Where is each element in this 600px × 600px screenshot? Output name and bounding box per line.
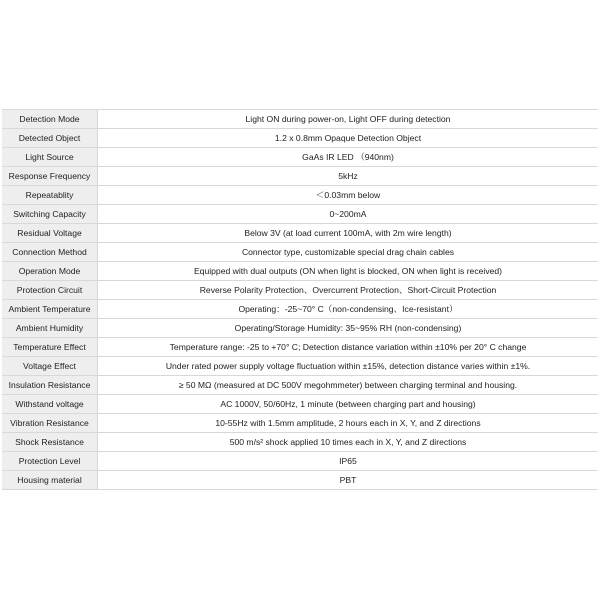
table-row bbox=[2, 186, 598, 205]
table-row bbox=[2, 110, 598, 129]
spec-label: Housing material bbox=[2, 471, 98, 490]
spec-value: PBT bbox=[98, 471, 599, 490]
spec-label: Protection Level bbox=[2, 452, 98, 471]
spec-value: Below 3V (at load current 100mA, with 2m wire length) bbox=[98, 224, 599, 243]
spec-label: Detection Mode bbox=[2, 110, 98, 129]
spec-label: Detected Object bbox=[2, 129, 98, 148]
spec-value: 0~200mA bbox=[98, 205, 599, 224]
spec-value: IP65 bbox=[98, 452, 599, 471]
spec-value: ≥ 50 MΩ (measured at DC 500V megohmmeter) between charging terminal and housing. bbox=[98, 376, 599, 395]
spec-label: Switching Capacity bbox=[2, 205, 98, 224]
table-row bbox=[2, 319, 598, 338]
table-row bbox=[2, 414, 598, 433]
table-row bbox=[2, 471, 598, 490]
table-row bbox=[2, 243, 598, 262]
spec-label: Residual Voltage bbox=[2, 224, 98, 243]
table-row bbox=[2, 262, 598, 281]
spec-value: Connector type, customizable special drag chain cables bbox=[98, 243, 599, 262]
table-row bbox=[2, 395, 598, 414]
spec-value: AC 1000V, 50/60Hz, 1 minute (between charging part and housing) bbox=[98, 395, 599, 414]
table-row bbox=[2, 452, 598, 471]
table-row bbox=[2, 205, 598, 224]
spec-value: GaAs IR LED （940nm) bbox=[98, 148, 599, 167]
spec-label: Operation Mode bbox=[2, 262, 98, 281]
table-row bbox=[2, 167, 598, 186]
table-row bbox=[2, 281, 598, 300]
spec-value: Light ON during power-on, Light OFF during detection bbox=[98, 110, 599, 129]
spec-label: Response Frequency bbox=[2, 167, 98, 186]
table-row bbox=[2, 148, 598, 167]
spec-label: Insulation Resistance bbox=[2, 376, 98, 395]
spec-value: 5kHz bbox=[98, 167, 599, 186]
spec-label: Temperature Effect bbox=[2, 338, 98, 357]
spec-value: Operating/Storage Humidity: 35~95% RH (non-condensing) bbox=[98, 319, 599, 338]
spec-label: Voltage Effect bbox=[2, 357, 98, 376]
spec-label: Light Source bbox=[2, 148, 98, 167]
spec-value: Reverse Polarity Protection、Overcurrent Protection、Short-Circuit Protection bbox=[98, 281, 599, 300]
table-row bbox=[2, 338, 598, 357]
table-row bbox=[2, 376, 598, 395]
table-row bbox=[2, 300, 598, 319]
spec-value: 500 m/s² shock applied 10 times each in X, Y, and Z directions bbox=[98, 433, 599, 452]
table-row bbox=[2, 357, 598, 376]
table-row bbox=[2, 129, 598, 148]
spec-label: Withstand voltage bbox=[2, 395, 98, 414]
spec-value: 1.2 x 0.8mm Opaque Detection Object bbox=[98, 129, 599, 148]
spec-label: Repeatablity bbox=[2, 186, 98, 205]
spec-label: Connection Method bbox=[2, 243, 98, 262]
spec-value: Operating：-25~70° C（non-condensing、Ice-resistant） bbox=[98, 300, 599, 319]
table-row bbox=[2, 433, 598, 452]
spec-value: 10-55Hz with 1.5mm amplitude, 2 hours each in X, Y, and Z directions bbox=[98, 414, 599, 433]
spec-label: Vibration Resistance bbox=[2, 414, 98, 433]
spec-value: Temperature range: -25 to +70° C; Detection distance variation within ±10% per 20° C change bbox=[98, 338, 599, 357]
specification-table bbox=[2, 109, 598, 490]
spec-label: Protection Circuit bbox=[2, 281, 98, 300]
spec-label: Ambient Humidity bbox=[2, 319, 98, 338]
spec-value: ＜0.03mm below bbox=[98, 186, 599, 205]
spec-label: Shock Resistance bbox=[2, 433, 98, 452]
spec-value: Equipped with dual outputs (ON when light is blocked, ON when light is received) bbox=[98, 262, 599, 281]
spec-value: Under rated power supply voltage fluctuation within ±15%, detection distance varies within ±1%. bbox=[98, 357, 599, 376]
spec-label: Ambient Temperature bbox=[2, 300, 98, 319]
table-row bbox=[2, 224, 598, 243]
